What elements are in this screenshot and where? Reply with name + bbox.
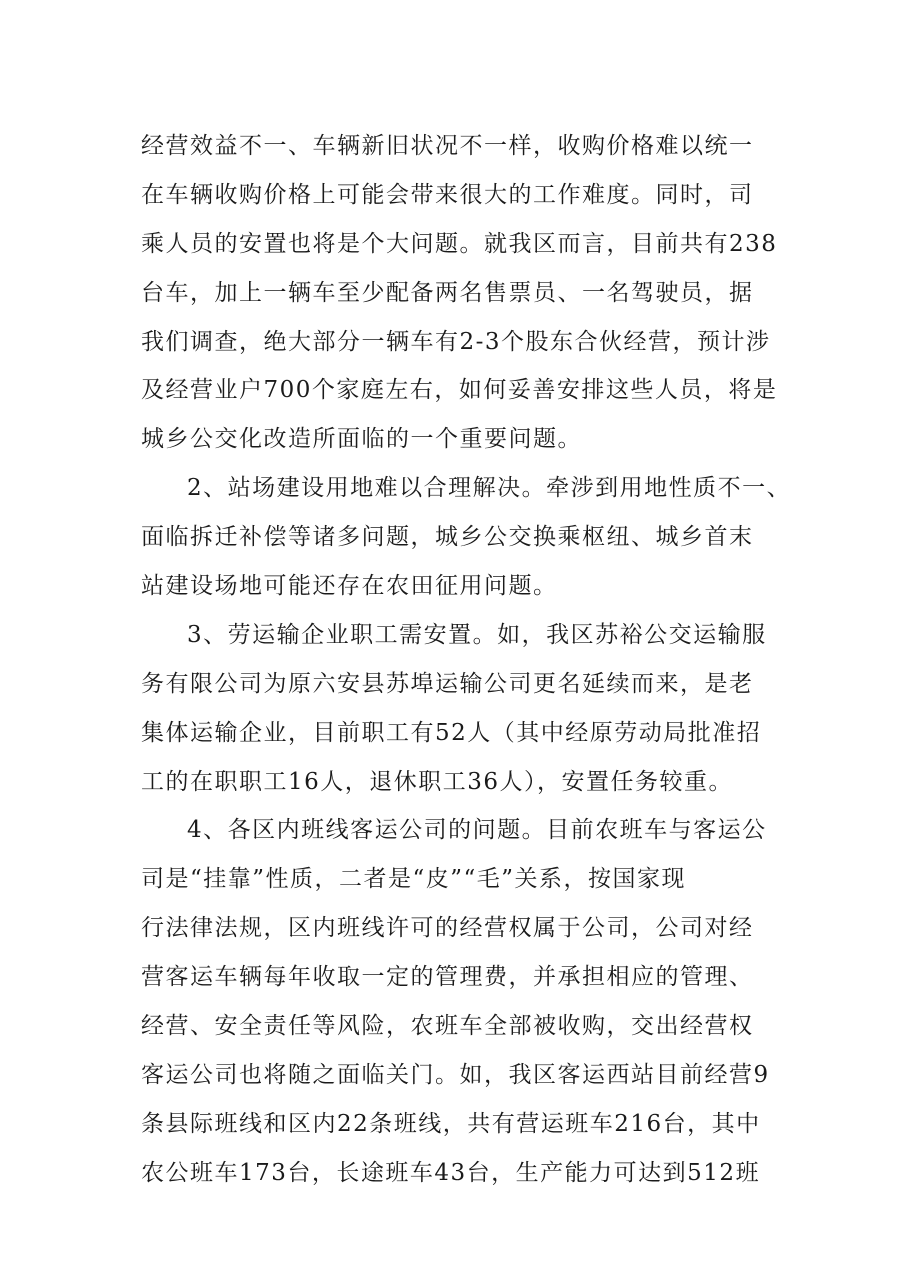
text-line: 经营、安全责任等风险，农班车全部被收购，交出经营权 xyxy=(141,1013,754,1040)
text-line: 农公班车173台，长途班车43台，生产能力可达到512班 xyxy=(141,1159,761,1186)
text-line: 司是“挂靠”性质，二者是“皮”“毛”关系，按国家现 xyxy=(141,866,687,893)
text-line: 工的在职职工16人，退休职工36人），安置任务较重。 xyxy=(141,768,734,795)
text-line: 在车辆收购价格上可能会带来很大的工作难度。同时，司 xyxy=(141,181,754,208)
text-line: 面临拆迁补偿等诸多问题，城乡公交换乘枢纽、城乡首末 xyxy=(141,524,754,551)
text-line: 台车，加上一辆车至少配备两名售票员、一名驾驶员，据 xyxy=(141,279,754,306)
text-line: 城乡公交化改造所面临的一个重要问题。 xyxy=(141,426,582,453)
text-line: 2、站场建设用地难以合理解决。牵涉到用地性质不一、 xyxy=(187,475,792,502)
text-line: 及经营业户700个家庭左右，如何妥善安排这些人员，将是 xyxy=(141,377,778,404)
text-line: 条县际班线和区内22条班线，共有营运班车216台，其中 xyxy=(141,1110,761,1137)
text-line: 务有限公司为原六安县苏埠运输公司更名延续而来，是老 xyxy=(141,670,754,697)
text-line: 营客运车辆每年收取一定的管理费，并承担相应的管理、 xyxy=(141,964,754,991)
body-text xyxy=(141,126,801,1202)
text-line: 站建设场地可能还存在农田征用问题。 xyxy=(141,573,558,600)
text-line: 客运公司也将随之面临关门。如，我区客运西站目前经营9 xyxy=(141,1061,770,1088)
text-line: 4、各区内班线客运公司的问题。目前农班车与客运公 xyxy=(187,817,767,844)
text-line: 3、劳运输企业职工需安置。如，我区苏裕公交运输服 xyxy=(187,621,767,648)
text-line: 集体运输企业，目前职工有52人（其中经原劳动局批准招 xyxy=(141,719,762,746)
text-line: 行法律法规，区内班线许可的经营权属于公司，公司对经 xyxy=(141,915,754,942)
text-line: 乘人员的安置也将是个大问题。就我区而言，目前共有238 xyxy=(141,230,778,257)
text-line: 我们调查，绝大部分一辆车有2-3个股东合伙经营，预计涉 xyxy=(141,328,771,355)
text-line: 经营效益不一、车辆新旧状况不一样，收购价格难以统一 xyxy=(141,133,754,159)
